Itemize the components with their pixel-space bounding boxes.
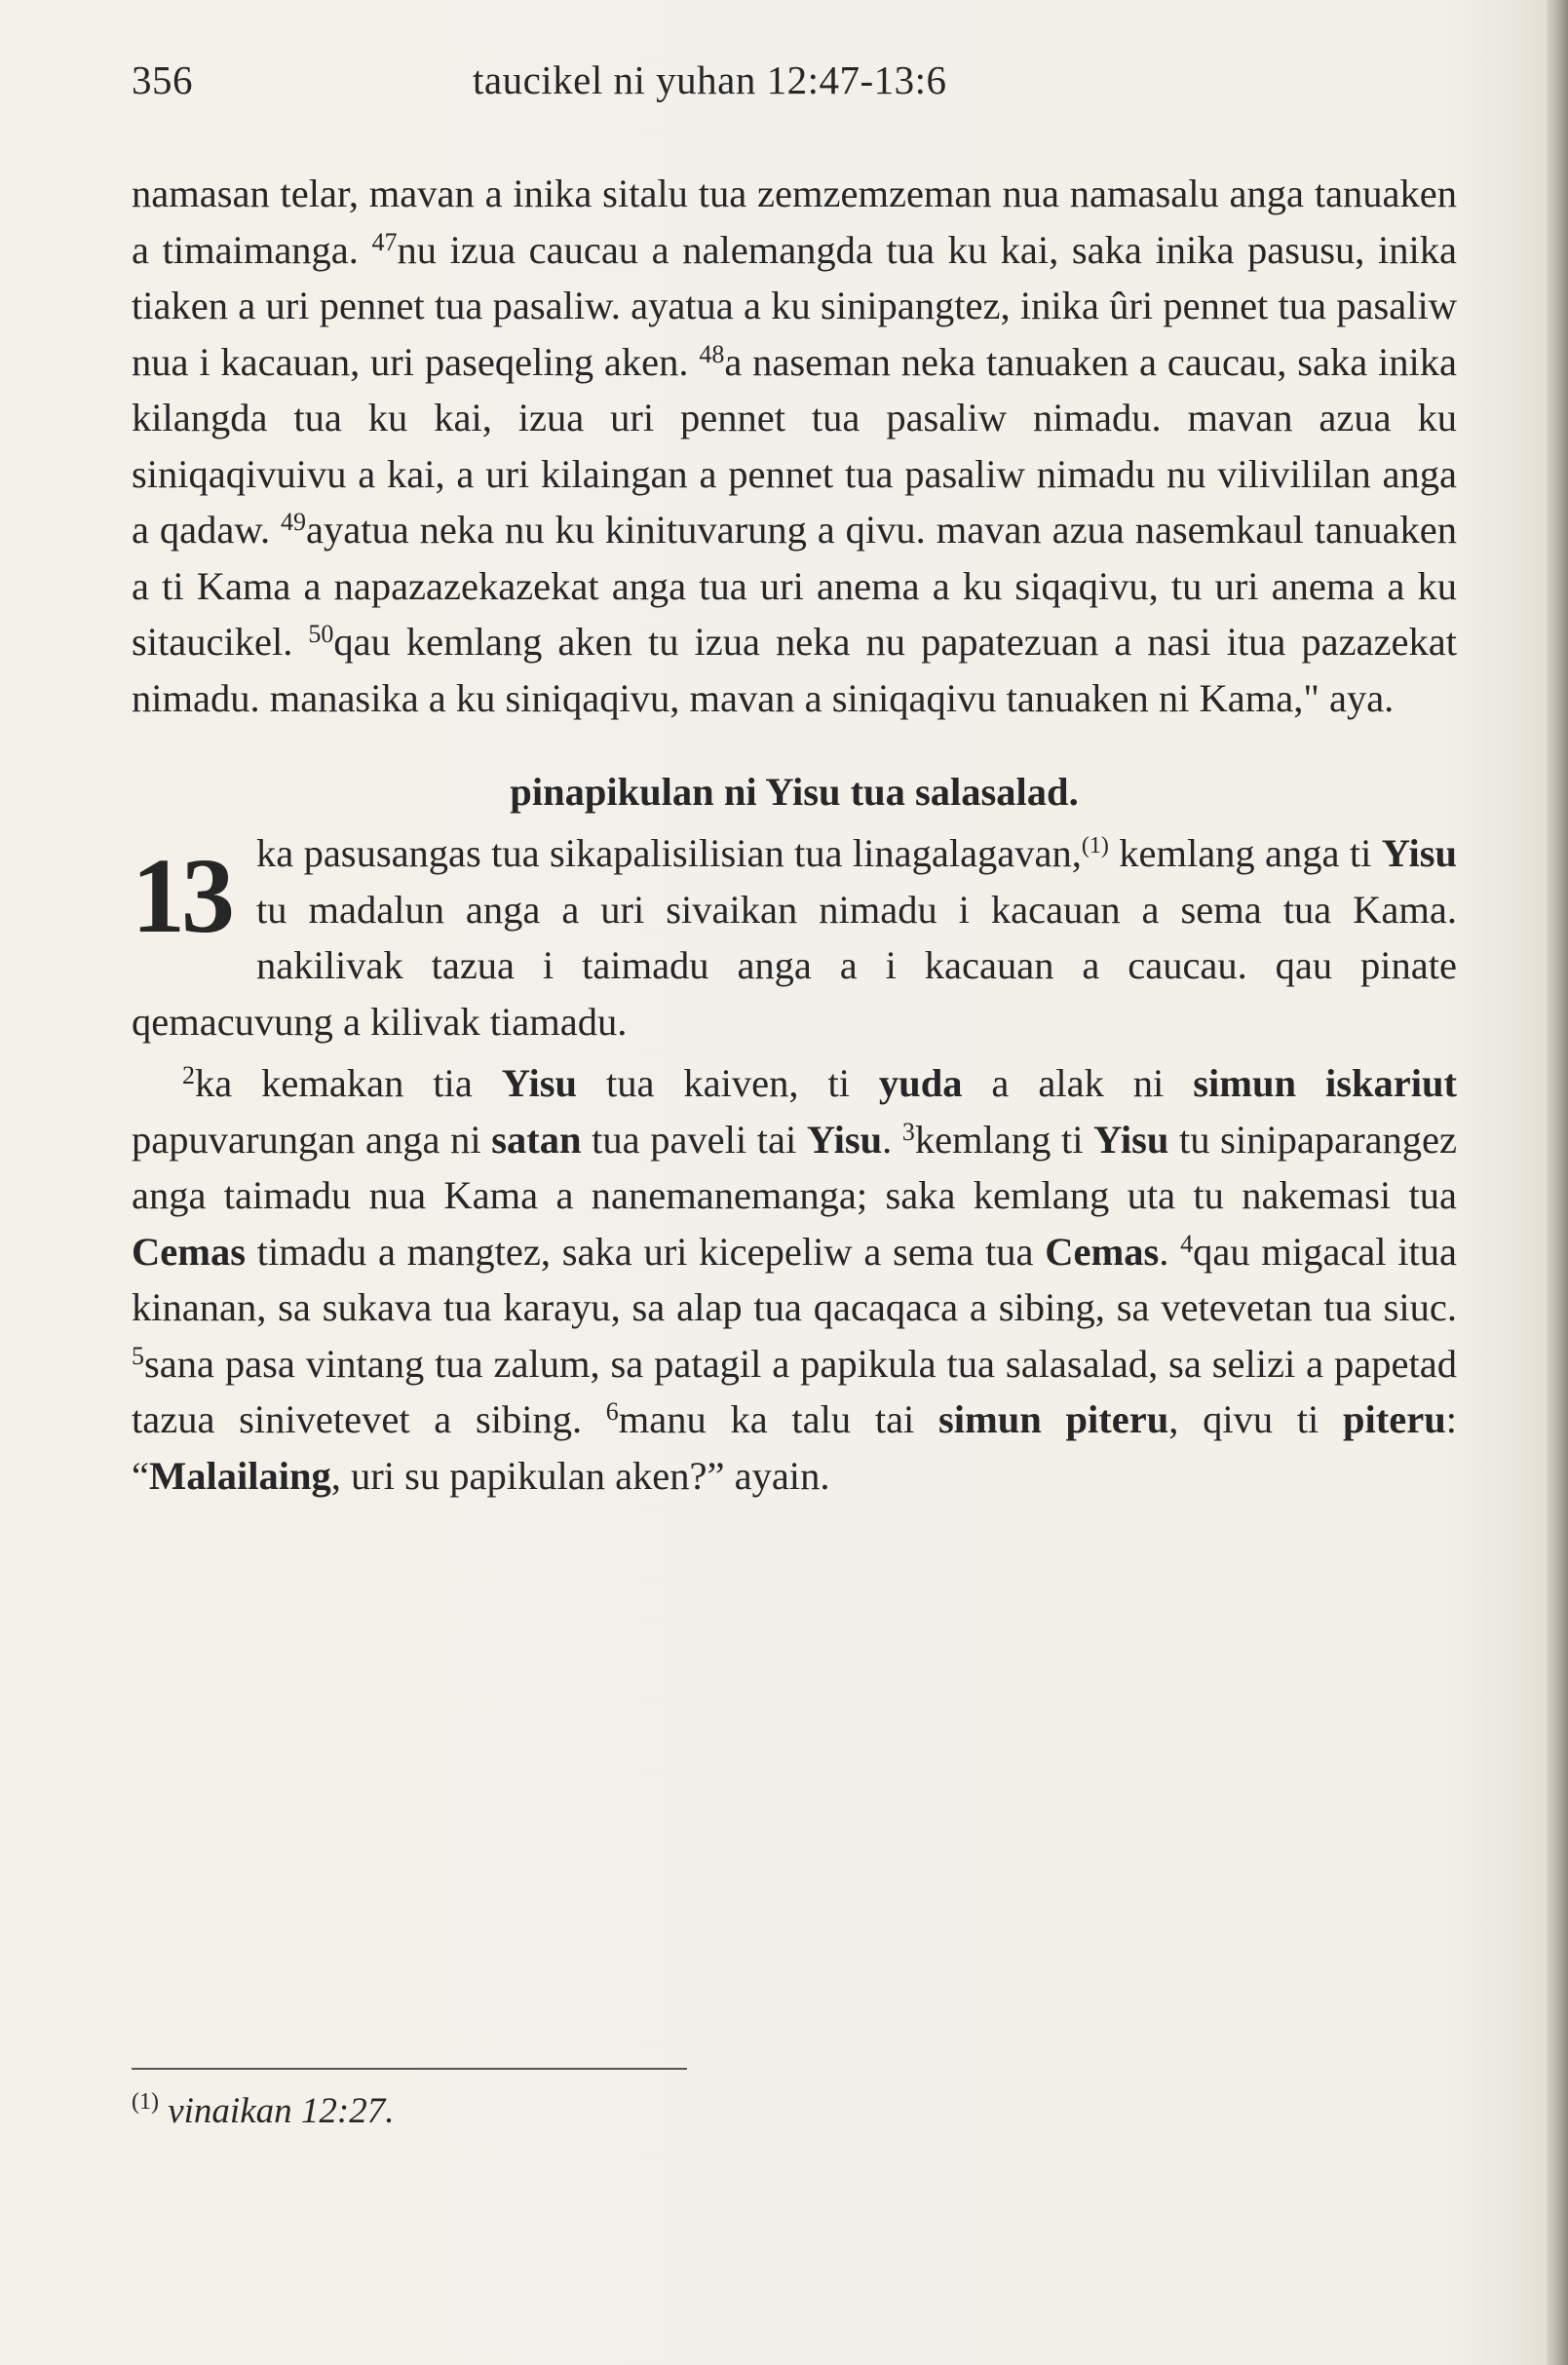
- verse-number-49: 49: [281, 508, 307, 536]
- name-malailaing: Malailaing: [148, 1453, 331, 1498]
- text-segment: .: [882, 1117, 902, 1162]
- text-segment: manu ka talu tai: [618, 1397, 939, 1441]
- verse-number-50: 50: [308, 620, 334, 648]
- running-head: taucikel ni yuhan 12:47-13:6: [473, 57, 947, 102]
- text-segment: : “: [132, 1397, 1458, 1498]
- text-segment: tu madalun anga a uri sivaikan nimadu i kacauan a sema tua Kama. nakilivak tazua i taimadu anga a i kacauan a caucau. qau pinate qemacuvung a kilivak tiamadu.: [132, 887, 1457, 1044]
- page-edge: [1547, 0, 1568, 2365]
- text-segment: a naseman neka tanuaken a caucau, saka inika kilangda tua ku kai, izua uri pennet tua pasaliw nimadu. mavan azua ku siniqaqivuivu a kai, a uri kilaingan a pennet tua pasaliw nimadu nu vilivililan anga a qadaw.: [132, 339, 1458, 552]
- footnote: [132, 2087, 394, 2136]
- text-segment: .: [1159, 1229, 1181, 1274]
- text-segment: timadu a mangtez, saka uri kicepeliw a sema tua: [245, 1229, 1046, 1274]
- paragraph-2: [132, 1055, 1457, 1504]
- section-heading: pinapikulan ni Yisu tua salasalad.: [510, 770, 1079, 814]
- footnote-text: vinaikan 12:27.: [168, 2091, 395, 2131]
- text-segment: kemlang anga ti: [1108, 831, 1382, 875]
- name-yisu: Yisu: [1381, 831, 1457, 875]
- text-segment: sana pasa vintang tua zalum, sa patagil a papikula tua salasalad, sa selizi a papetad tazua sinivetevet a sibing.: [132, 1341, 1457, 1441]
- verse-number-4: 4: [1180, 1229, 1194, 1258]
- page-header: [132, 57, 1457, 115]
- text-segment: papuvarungan anga ni: [132, 1117, 492, 1162]
- text-segment: , qivu ti: [1168, 1397, 1343, 1441]
- text-segment: ayatua neka nu ku kinituvarung a qivu. mavan azua nasemkaul tanuaken a ti Kama a napazazekazekat anga tua uri anema a ku siqaqivu, tu uri anema a ku sitaucikel.: [132, 508, 1457, 664]
- chapter-number: 13: [132, 836, 231, 955]
- footnote-divider: [132, 2068, 687, 2070]
- name-yisu: Yisu: [806, 1117, 883, 1162]
- name-yuda: yuda: [878, 1061, 963, 1105]
- verse-number-2: 2: [182, 1061, 195, 1089]
- name-cemas: Cemas: [132, 1229, 246, 1274]
- text-segment: namasan telar, mavan a inika sitalu tua zemzemzeman nua namasalu anga tanuaken a timaimanga.: [132, 172, 1457, 272]
- text-segment: qau kemlang aken tu izua neka nu papatezuan a nasi itua pazazekat nimadu. manasika a ku siniqaqivu, mavan a siniqaqivu tanuaken ni Kama," aya.: [132, 620, 1457, 720]
- chapter-13-paragraph: [132, 825, 1457, 1049]
- text-segment: tua paveli tai: [581, 1117, 807, 1162]
- verse-number-48: 48: [699, 339, 725, 368]
- text-segment: tua kaiven, ti: [577, 1061, 879, 1105]
- footnote-reference: (1): [1081, 833, 1109, 858]
- name-cemas: Cemas: [1045, 1229, 1160, 1274]
- text-segment: ka pasusangas tua sikapalisilisian tua linagalagavan,: [256, 831, 1082, 875]
- footnote-mark: (1): [132, 2089, 159, 2115]
- paragraph-1: [132, 166, 1457, 726]
- verse-number-3: 3: [901, 1117, 915, 1146]
- name-yisu: Yisu: [501, 1061, 578, 1105]
- name-satan: satan: [491, 1117, 582, 1162]
- name-piteru: piteru: [1343, 1397, 1446, 1441]
- name-simun-iskariut: simun iskariut: [1193, 1061, 1458, 1105]
- verse-number-6: 6: [605, 1397, 619, 1426]
- text-segment: tu sinipaparangez anga taimadu nua Kama a nanemanemanga; saka kemlang uta tu nakemasi tua: [132, 1117, 1458, 1217]
- page-body: [132, 166, 1457, 1504]
- name-simun-piteru: simun piteru: [938, 1397, 1169, 1441]
- verse-number-47: 47: [371, 227, 398, 256]
- verse-number-5: 5: [132, 1341, 144, 1370]
- text-segment: qau migacal itua kinanan, sa sukava tua karayu, sa alap tua qacaqaca a sibing, sa vetevetan tua siuc.: [132, 1229, 1458, 1329]
- page-number: 356: [132, 57, 193, 102]
- text-segment: ka kemakan tia: [195, 1061, 502, 1105]
- text-segment: nu izua caucau a nalemangda tua ku kai, saka inika pasusu, inika tiaken a uri pennet tua pasaliw. ayatua a ku sinipangtez, inika ûri pennet tua pasaliw nua i kacauan, uri paseqeling aken.: [132, 227, 1457, 384]
- text-segment: , uri su papikulan aken?” ayain.: [330, 1453, 830, 1498]
- text-segment: kemlang ti: [914, 1117, 1094, 1162]
- text-segment: a alak ni: [962, 1061, 1194, 1105]
- name-yisu: Yisu: [1093, 1117, 1169, 1162]
